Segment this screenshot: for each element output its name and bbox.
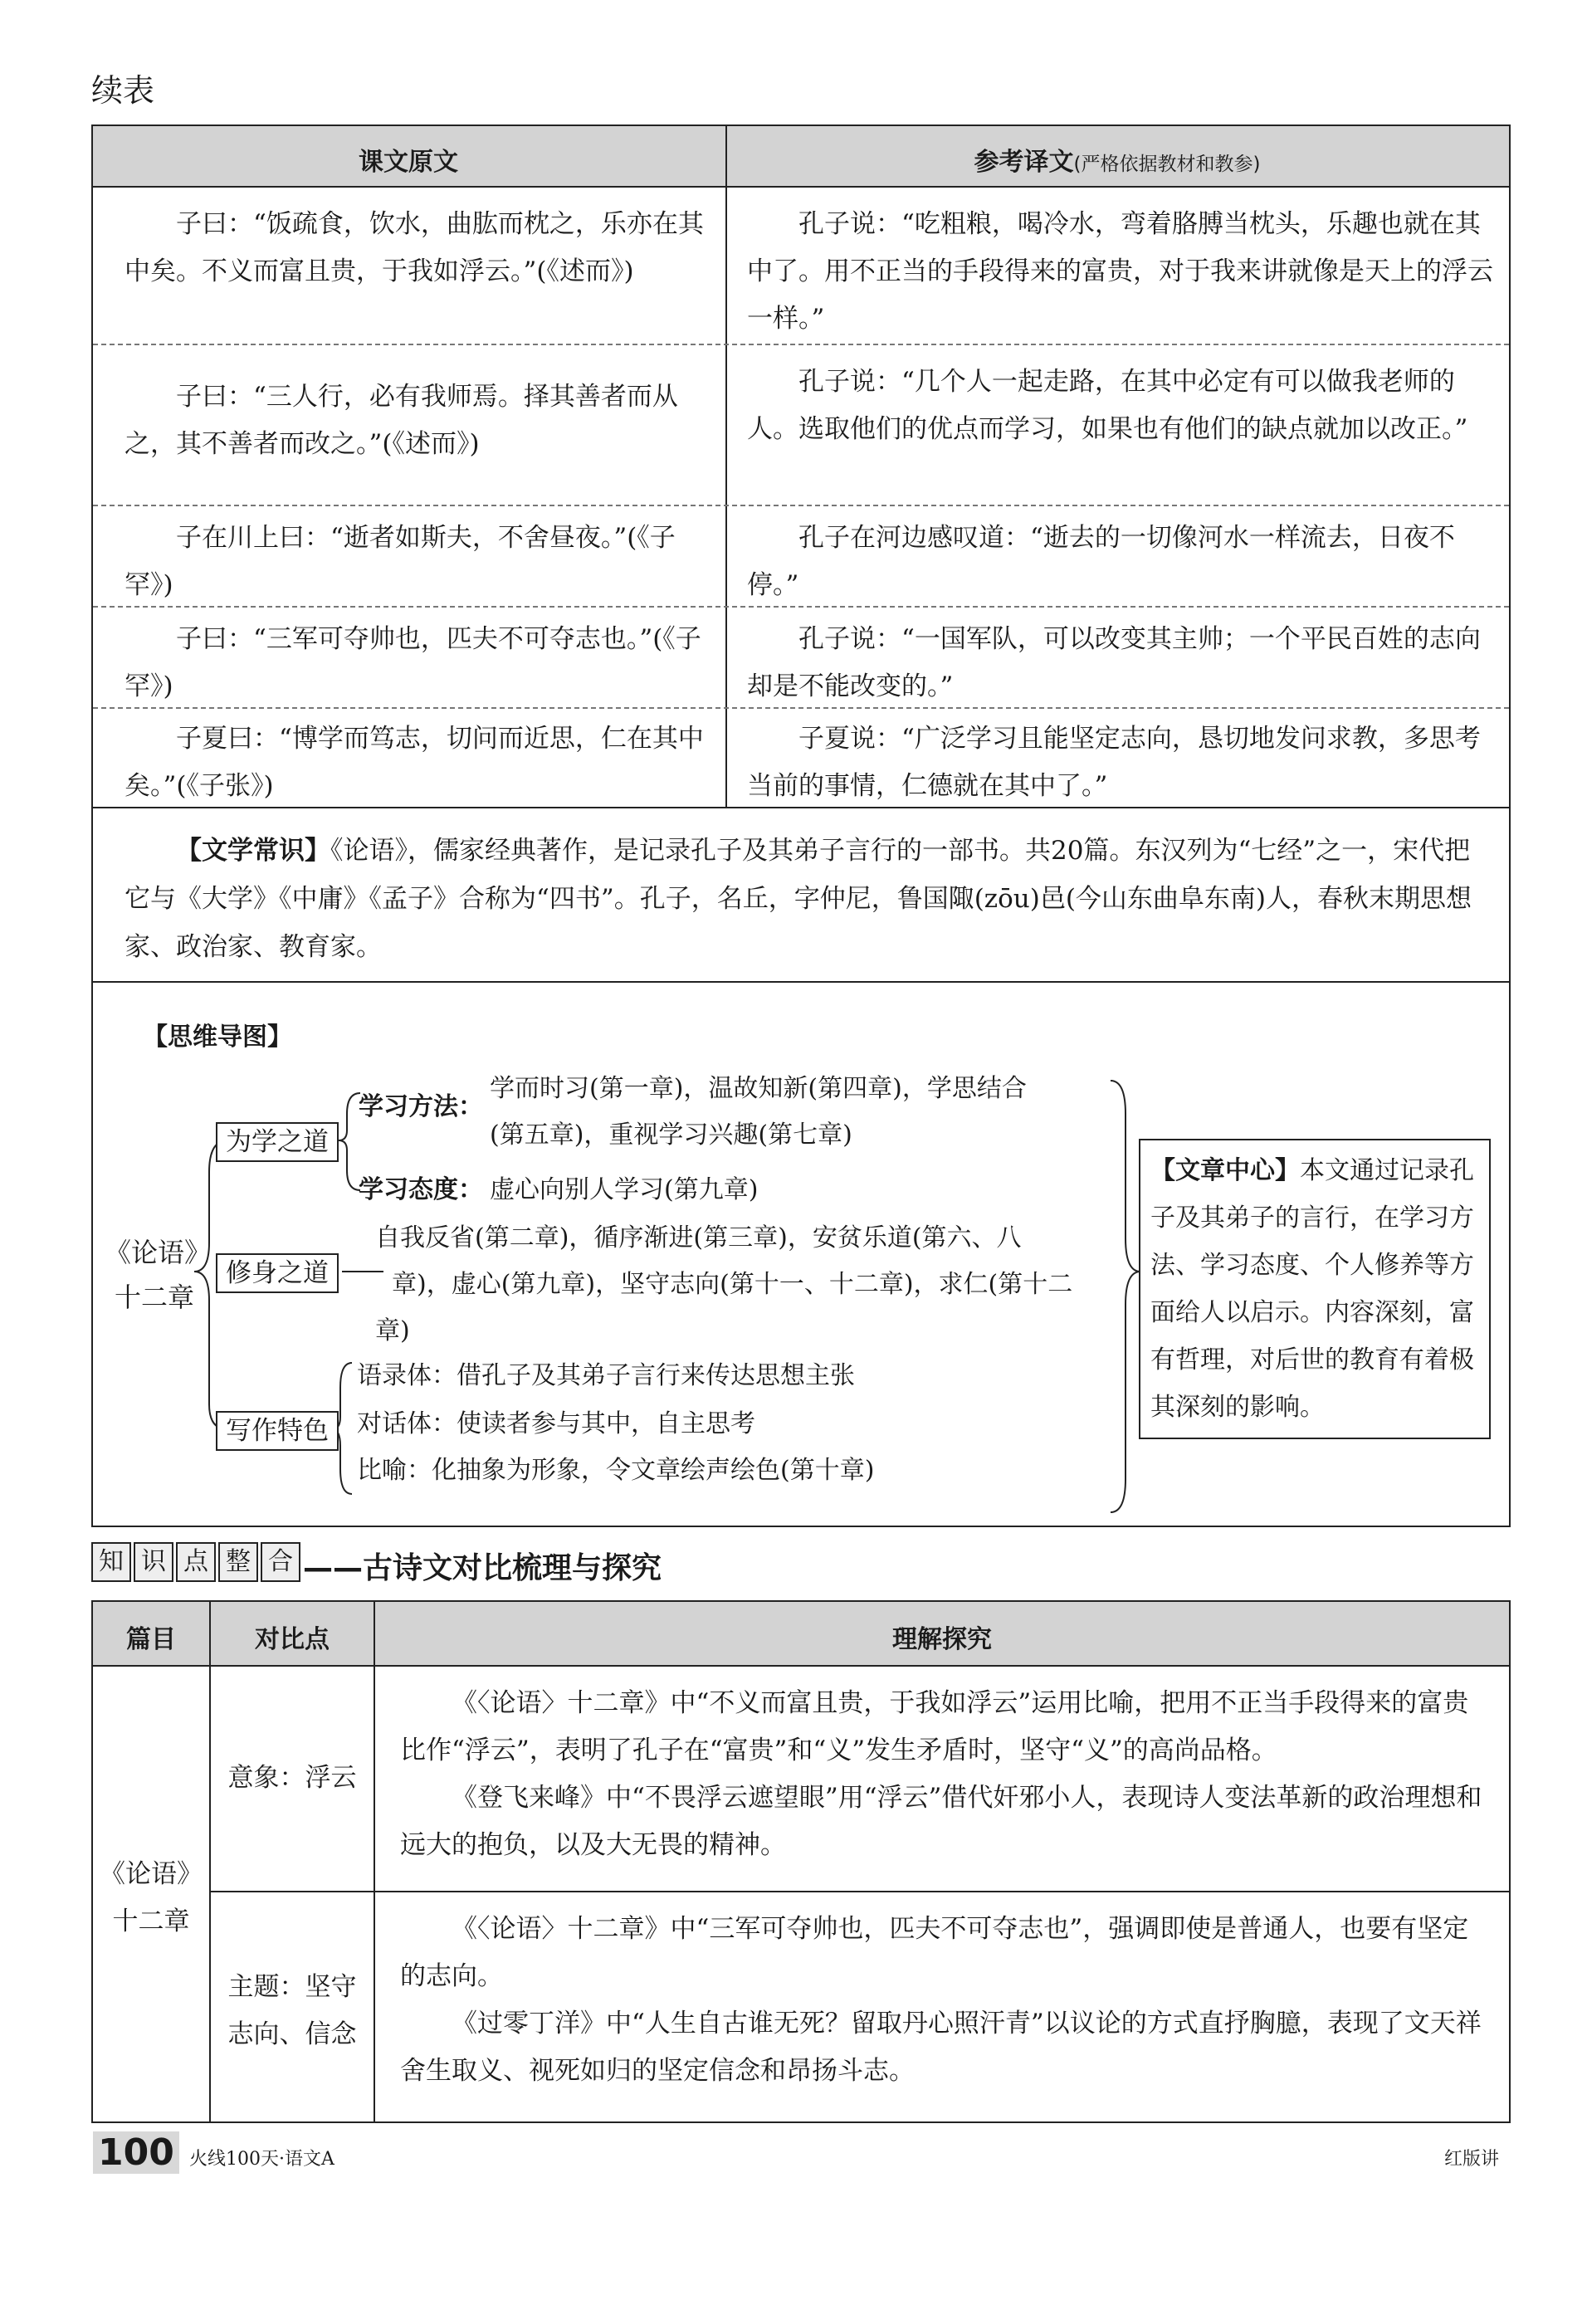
- section-tag-char-3: 点: [176, 1542, 216, 1582]
- mindmap-writing-line2: 对话体：使读者参与其中，自主思考: [357, 1409, 755, 1438]
- translation-row-2: 孔子说：“几个人一起走路，在其中必定有可以做我老师的人。选取他们的优点而学习，如果也有他们的缺点就加以改正。”: [747, 367, 1468, 444]
- section-tag-char-5: 合: [261, 1542, 300, 1582]
- header-point: 对比点: [255, 1625, 330, 1654]
- mindmap-attitude-text: 虚心向别人学习(第九章): [490, 1175, 759, 1204]
- mindmap-method-line2: (第五章)，重视学习兴趣(第七章): [490, 1120, 852, 1150]
- page-heading: 续表: [91, 72, 155, 109]
- original-row-5: 子夏曰：“博学而笃志，切问而近思，仁在其中矣。”(《子张》): [125, 724, 704, 801]
- analysis-row-1-p1: 《〈论语〉十二章》中“不义而富且贵，于我如浮云”运用比喻，把用不正当手段得来的富贵比作“浮云”，表明了孔子在“富贵”和“义”发生矛盾时，坚守“义”的高尚品格。: [400, 1688, 1469, 1765]
- translation-row-3: 孔子在河边感叹道：“逝去的一切像河水一样流去，日夜不停。”: [747, 523, 1455, 600]
- translation-header: 参考译文(严格依据教材和教参): [974, 148, 1261, 177]
- mindmap-label: 【思维导图】: [143, 1023, 292, 1052]
- translation-row-1: 孔子说：“吃粗粮，喝冷水，弯着胳膊当枕头，乐趣也就在其中了。用不正当的手段得来的富贵，对于我来讲就像是天上的浮云一样。”: [747, 209, 1493, 334]
- mindmap-branch-study: 为学之道: [216, 1122, 339, 1162]
- point-theme: 主题：坚守 志向、信念: [227, 1972, 357, 2049]
- literary-knowledge: 【文学常识】《论语》，儒家经典著作，是记录孔子及其弟子言行的一部书。共20篇。东汉列为“七经”之一，宋代把它与《大学》《中庸》《孟子》合称为“四书”。孔子，名丘，字仲尼，鲁国陬(zōu)邑(今山东曲阜东南)人，春秋末期思想家、政治家、教育家。: [125, 836, 1472, 962]
- section-tag-char-4: 整: [218, 1542, 258, 1582]
- piece-title: 《论语》 十二章: [100, 1859, 203, 1936]
- original-text-header: 课文原文: [359, 148, 458, 177]
- article-center-box: 【文章中心】本文通过记录孔子及其弟子的言行，在学习方法、学习态度、个人修养等方面给人以启示。内容深刻，富有哲理，对后世的教育有着极其深刻的影响。: [1139, 1139, 1491, 1439]
- mindmap-method-line1: 学而时习(第一章)，温故知新(第四章)，学思结合: [490, 1074, 1027, 1103]
- footer-right: 红版讲: [1444, 2149, 1500, 2170]
- mindmap-branch-writing: 写作特色: [216, 1411, 339, 1451]
- comparison-table: [91, 1600, 1511, 2123]
- literary-knowledge-label: 【文学常识】: [176, 836, 330, 866]
- translation-row-5: 子夏说：“广泛学习且能坚定志向，恳切地发问求教，多思考当前的事情，仁德就在其中了。”: [747, 724, 1481, 801]
- article-center-label: 【文章中心】: [1150, 1156, 1300, 1185]
- section-title: [91, 1542, 662, 1587]
- mindmap-method-label: 学习方法：: [359, 1092, 483, 1121]
- section-tag-char-1: 知: [91, 1542, 131, 1582]
- mindmap-root: 《论语》 十二章: [105, 1237, 212, 1313]
- header-piece: 篇目: [126, 1625, 176, 1654]
- mindmap-attitude-label: 学习态度：: [359, 1175, 483, 1204]
- analysis-row-1-p2: 《登飞来峰》中“不畏浮云遮望眼”用“浮云”借代奸邪小人，表现诗人变法革新的政治理想和远大的抱负，以及大无畏的精神。: [400, 1783, 1482, 1860]
- point-imagery: 意象：浮云: [227, 1763, 357, 1793]
- header-analysis: 理解探究: [892, 1625, 992, 1654]
- mindmap-branch-cultivation: 修身之道: [216, 1253, 339, 1293]
- mindmap-writing-line1: 语录体：借孔子及其弟子言行来传达思想主张: [357, 1361, 855, 1390]
- section-tag-char-2: 识: [134, 1542, 173, 1582]
- original-row-4: 子曰：“三军可夺帅也，匹夫不可夺志也。”(《子罕》): [125, 624, 701, 701]
- mindmap-cultivation-line2: 章)，虚心(第九章)，坚守志向(第十一、十二章)，求仁(第十二: [392, 1270, 1073, 1299]
- section-title-text: ——古诗文对比梳理与探究: [303, 1551, 662, 1585]
- mindmap-cultivation-line1: 自我反省(第二章)，循序渐进(第三章)，安贫乐道(第六、八: [375, 1223, 1022, 1252]
- page-number: 100: [93, 2131, 179, 2174]
- original-row-1: 子曰：“饭疏食，饮水，曲肱而枕之，乐亦在其中矣。不义而富且贵，于我如浮云。”(《述而》): [125, 209, 704, 286]
- analysis-row-2-p1: 《〈论语〉十二章》中“三军可夺帅也，匹夫不可夺志也”，强调即使是普通人，也要有坚定的志向。: [400, 1914, 1469, 1991]
- original-row-2: 子曰：“三人行，必有我师焉。择其善者而从之，其不善者而改之。”(《述而》): [125, 382, 678, 459]
- translation-row-4: 孔子说：“一国军队，可以改变其主帅；一个平民百姓的志向却是不能改变的。”: [747, 624, 1481, 701]
- mindmap-writing-line3: 比喻：化抽象为形象，令文章绘声绘色(第十章): [357, 1456, 875, 1485]
- translation-table: [91, 124, 1511, 1527]
- original-row-3: 子在川上曰：“逝者如斯夫，不舍昼夜。”(《子罕》): [125, 523, 676, 600]
- book-title: 火线100天·语文A: [189, 2149, 334, 2170]
- analysis-row-2-p2: 《过零丁洋》中“人生自古谁无死？留取丹心照汗青”以议论的方式直抒胸臆，表现了文天祥舍生取义、视死如归的坚定信念和昂扬斗志。: [400, 2009, 1482, 2086]
- mindmap-cultivation-line3: 章): [375, 1316, 410, 1345]
